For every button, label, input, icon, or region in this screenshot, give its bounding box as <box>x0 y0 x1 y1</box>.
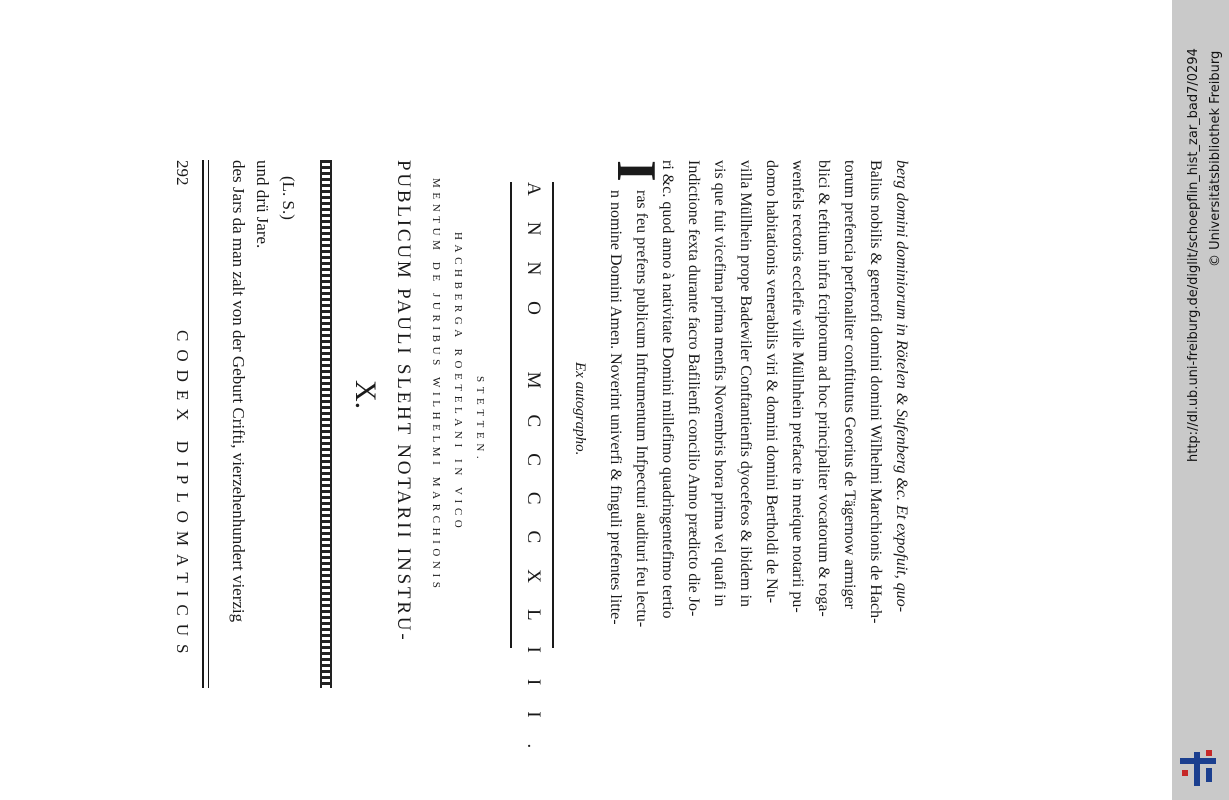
body-line-9: blici & teftium infra fcriptorum ad hoc principaliter vocatorum & roga- <box>815 160 832 617</box>
document-title: PUBLICUM PAULI SLEHT NOTARII INSTRU- <box>393 160 414 643</box>
library-logo-icon <box>1180 744 1222 786</box>
drop-cap: I <box>605 160 667 182</box>
subtitle-line-2: HACHBERGA ROETELANI IN VICO <box>452 232 464 533</box>
body-line-3: ri &c. quod anno à nativitate Domini millefimo quadringentefimo tertio <box>659 160 676 619</box>
top-line-2: und drü Jare. <box>253 160 272 249</box>
body-line-10: torum prefencia perfonaliter conftitutus Georius de Tägernow armiger <box>841 160 858 609</box>
body-line-8: wenfels rectoris ecclefie ville Müllnhein prefacte in meique notarii pu- <box>789 160 806 613</box>
year-rule-bottom <box>552 182 554 648</box>
seal-mark: (L. S.) <box>279 176 298 220</box>
year-rule-top <box>510 182 512 648</box>
top-line-1: des Jars da man zalt von der Geburt Crifti, vierzehenhundert vierzig <box>229 160 248 623</box>
body-line-4: Indictione fexta durante facro Bafilienfi concilio Anno prædicto die Jo- <box>685 160 702 617</box>
body-line-2: ras feu prefens publicum Inftrumentum Infpecturi audituri feu lectu- <box>633 190 650 628</box>
source-note: Ex autographo. <box>572 362 588 456</box>
page-number: 292 <box>173 160 192 186</box>
ornament-divider <box>320 160 332 688</box>
body-line-11: Balius nobilis & generofi domini domini Wilhelmi Marchionis de Hach- <box>867 160 884 624</box>
body-line-12: berg domini dominiorum in Rötelen & Sufenberg &c. Et expofuit, quo- <box>893 160 910 613</box>
running-head: CODEX DIPLOMATICUS <box>173 330 192 662</box>
page-url-link[interactable]: http://dl.ub.uni-freiburg.de/diglit/schoepflin_hist_zar_bad7/0294 <box>1186 48 1201 462</box>
body-line-1: n nomine Domini Amen. Noverint univerfi & finguli prefentes litte- <box>607 190 624 625</box>
year-line: ANNO MCCCCXLIII. <box>523 182 544 775</box>
header-rule-thin <box>208 160 209 688</box>
subtitle-line-3: STETTEN. <box>474 376 486 464</box>
body-line-5: vis que fuit vicefima prima menfis Novembris hora prima vel quafi in <box>711 160 728 607</box>
copyright-label: © Universitätsbibliothek Freiburg <box>1208 50 1223 267</box>
header-rule <box>202 160 204 688</box>
section-numeral: X. <box>349 380 382 410</box>
body-line-6: villa Müllhein prope Badewiler Conftantienfis dyocefeos & ibidem in <box>737 160 754 608</box>
subtitle-line-1: MENTUM DE JURIBUS WILHELMI MARCHIONIS <box>430 178 442 593</box>
body-line-7: domo habitationis venerabilis viri & domini domini Bertholdi de Nu- <box>763 160 780 604</box>
